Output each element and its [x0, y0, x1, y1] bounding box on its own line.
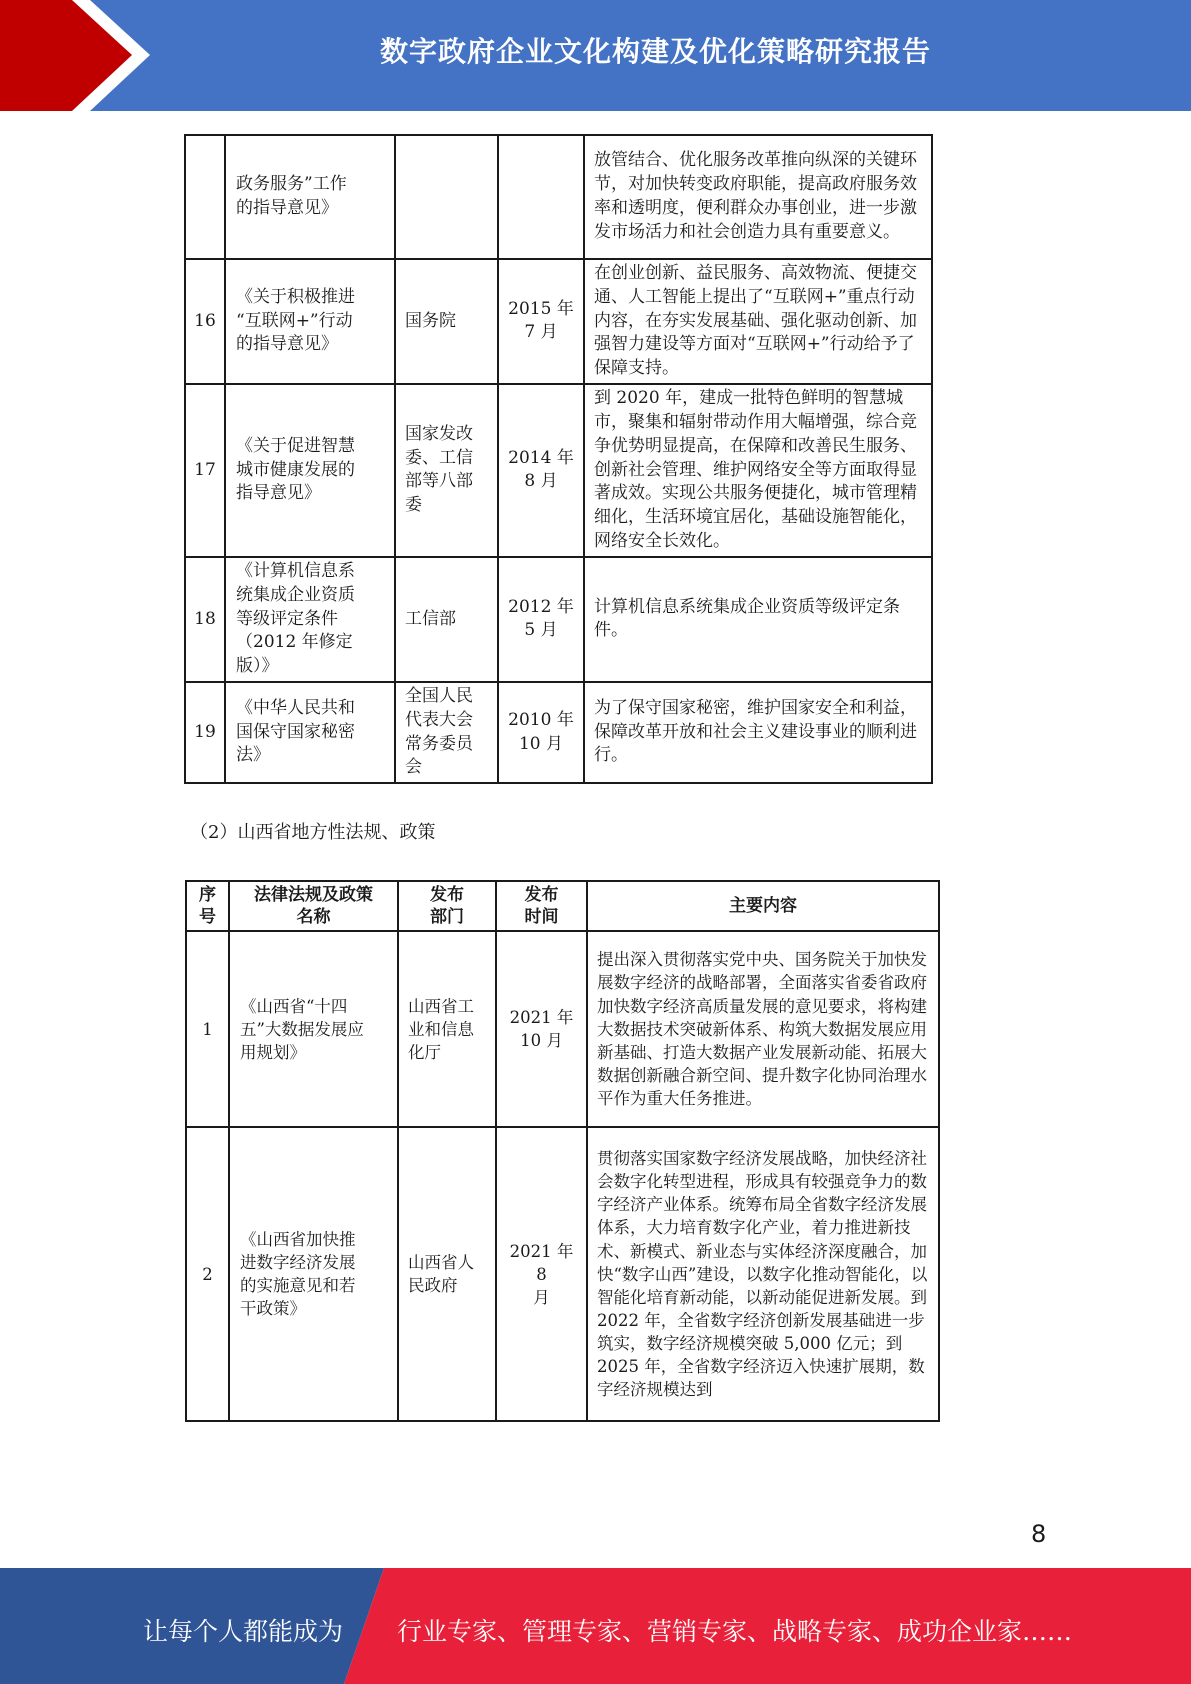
- row-number: 1: [186, 931, 229, 1127]
- header-department: 发布 部门: [398, 881, 496, 931]
- policy-name: 《中华人民共和 国保守国家秘密 法》: [225, 682, 395, 783]
- main-content: 在创业创新、益民服务、高效物流、便捷交通、人工智能上提出了“互联网+”重点行动内容，在夯实发展基础、强化驱动创新、加强智力建设等方面对“互联网+”行动给予了保障支持。: [584, 259, 932, 384]
- shanxi-policy-table-body: [186, 931, 939, 1421]
- row-number: 18: [185, 557, 225, 682]
- policy-name: 《计算机信息系 统集成企业资质 等级评定条件 （2012 年修定 版）》: [225, 557, 395, 682]
- main-content: 到 2020 年，建成一批特色鲜明的智慧城市，聚集和辐射带动作用大幅增强，综合竞争优势明显提高，在保障和改善民生服务、创新社会管理、维护网络安全等方面取得显著成效。实现公共服务便捷化，城市管理精细化，生活环境宜居化，基础设施智能化，网络安全长效化。: [584, 384, 932, 557]
- issue-date: 2015 年 7 月: [498, 259, 584, 384]
- header-band: [0, 0, 1191, 111]
- header-content: 主要内容: [587, 881, 939, 931]
- issue-date: 2010 年 10 月: [498, 682, 584, 783]
- national-policy-table-body: [185, 135, 932, 783]
- table-row: [186, 931, 939, 1127]
- issue-date: 2012 年 5 月: [498, 557, 584, 682]
- policy-name: 《山西省加快推 进数字经济发展 的实施意见和若 干政策》: [229, 1127, 398, 1421]
- footer-slogan-left: 让每个人都能成为: [143, 1617, 344, 1646]
- issuing-department: 山西省人 民政府: [398, 1127, 496, 1421]
- table-row: [185, 682, 932, 783]
- policy-name: 《山西省“十四 五”大数据发展应 用规划》: [229, 931, 398, 1127]
- policy-name: 政务服务”工作 的指导意见》: [225, 135, 395, 259]
- main-content: 放管结合、优化服务改革推向纵深的关键环节，对加快转变政府职能，提高政府服务效率和透明度，便利群众办事创业，进一步激发市场活力和社会创造力具有重要意义。: [584, 135, 932, 259]
- footer-slogan-right: 行业专家、管理专家、营销专家、战略专家、成功企业家……: [397, 1617, 1073, 1646]
- issue-date: 2014 年 8 月: [498, 384, 584, 557]
- table-header-row: [186, 881, 939, 931]
- header-name: 法律法规及政策 名称: [229, 881, 398, 931]
- document-title: 数字政府企业文化构建及优化策略研究报告: [379, 35, 931, 68]
- row-number: 16: [185, 259, 225, 384]
- issue-date: 2021 年 10 月: [496, 931, 587, 1127]
- table-row: [185, 384, 932, 557]
- header-number: 序 号: [186, 881, 229, 931]
- section-heading: （2）山西省地方性法规、政策: [190, 822, 436, 843]
- table-row: [185, 135, 932, 259]
- policy-name: 《关于促进智慧 城市健康发展的 指导意见》: [225, 384, 395, 557]
- main-content: 贯彻落实国家数字经济发展战略，加快经济社会数字化转型进程，形成具有较强竞争力的数字经济产业体系。统筹布局全省数字经济发展体系，大力培育数字化产业，着力推进新技术、新模式、新业态与实体经济深度融合，加快“数字山西”建设，以数字化推动智能化，以智能化培育新动能，以新动能促进新发展。到 2022 年，全省数字经济创新发展基础进一步筑实，数字经济规模突破 5,000 亿元；到 2025 年，全省数字经济迈入快速扩展期，数字经济规模达到: [587, 1127, 939, 1421]
- main-content: 计算机信息系统集成企业资质等级评定条件。: [584, 557, 932, 682]
- issuing-department: [395, 135, 498, 259]
- row-number: 17: [185, 384, 225, 557]
- row-number: [185, 135, 225, 259]
- table-row: [185, 259, 932, 384]
- national-policy-table: [184, 134, 933, 784]
- header-arrow-decoration: [0, 0, 160, 111]
- header-date: 发布 时间: [496, 881, 587, 931]
- main-content: 提出深入贯彻落实党中央、国务院关于加快发展数字经济的战略部署，全面落实省委省政府加快数字经济高质量发展的意见要求，将构建大数据技术突破新体系、构筑大数据发展应用新基础、打造大数据产业发展新动能、拓展大数据创新融合新空间、提升数字化协同治理水平作为重大任务推进。: [587, 931, 939, 1127]
- issue-date: 2021 年 8 月: [496, 1127, 587, 1421]
- issuing-department: 全国人民 代表大会 常务委员 会: [395, 682, 498, 783]
- policy-name: 《关于积极推进 “互联网+”行动 的指导意见》: [225, 259, 395, 384]
- table-row: [186, 1127, 939, 1421]
- issuing-department: 国务院: [395, 259, 498, 384]
- issuing-department: 国家发改 委、工信 部等八部 委: [395, 384, 498, 557]
- issue-date: [498, 135, 584, 259]
- table-row: [185, 557, 932, 682]
- main-content: 为了保守国家秘密，维护国家安全和利益，保障改革开放和社会主义建设事业的顺利进行。: [584, 682, 932, 783]
- issuing-department: 工信部: [395, 557, 498, 682]
- row-number: 2: [186, 1127, 229, 1421]
- shanxi-policy-table: [185, 880, 940, 1422]
- page-number: 8: [1031, 1520, 1047, 1548]
- issuing-department: 山西省工 业和信息 化厅: [398, 931, 496, 1127]
- row-number: 19: [185, 682, 225, 783]
